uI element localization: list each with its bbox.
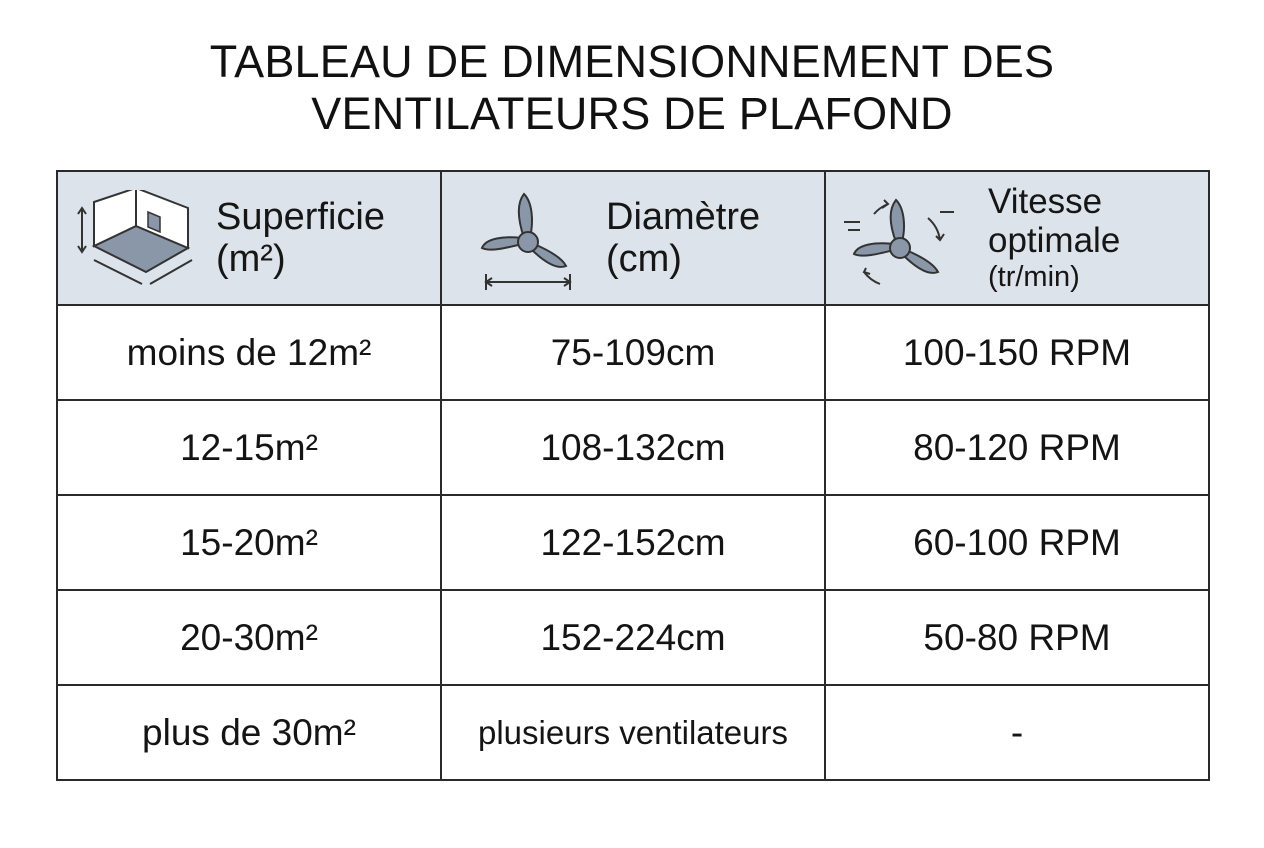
cell-speed: 80-120 RPM [825, 400, 1209, 495]
header-cell-speed [825, 171, 1209, 305]
table-row [57, 400, 1209, 495]
cell-speed: - [825, 685, 1209, 780]
sizing-table [56, 170, 1210, 781]
fan-rotation-icon [844, 192, 956, 292]
title-line-2: VENTILATEURS DE PLAFOND [311, 88, 953, 139]
header-speed-label-1: Vitesse [988, 182, 1103, 221]
table-row [57, 685, 1209, 780]
header-cell-area [57, 171, 441, 305]
room-area-icon [76, 190, 196, 290]
cell-area: 20-30m² [57, 590, 441, 685]
table-row [57, 495, 1209, 590]
page-title [0, 36, 1264, 140]
cell-diameter: 108-132cm [441, 400, 825, 495]
header-diameter-label: Diamètre [606, 196, 761, 238]
cell-area: 12-15m² [57, 400, 441, 495]
title-line-1: TABLEAU DE DIMENSIONNEMENT DES [209, 36, 1055, 87]
cell-speed: 60-100 RPM [825, 495, 1209, 590]
table-row [57, 590, 1209, 685]
cell-area: 15-20m² [57, 495, 441, 590]
cell-diameter: 122-152cm [441, 495, 825, 590]
header-area-unit: (m²) [216, 238, 286, 280]
header-speed-unit: (tr/min) [988, 261, 1080, 293]
table-row [57, 305, 1209, 400]
cell-speed: 50-80 RPM [825, 590, 1209, 685]
cell-area: plus de 30m² [57, 685, 441, 780]
cell-diameter: 152-224cm [441, 590, 825, 685]
cell-diameter: 75-109cm [441, 305, 825, 400]
table-header-row [57, 171, 1209, 305]
header-speed-label-2: optimale [988, 221, 1121, 260]
cell-diameter: plusieurs ventilateurs [441, 685, 825, 780]
header-cell-diameter [441, 171, 825, 305]
cell-speed: 100-150 RPM [825, 305, 1209, 400]
fan-diameter-icon [478, 190, 578, 294]
header-diameter-unit: (cm) [606, 238, 682, 280]
cell-area: moins de 12m² [57, 305, 441, 400]
header-area-label: Superficie [216, 196, 385, 238]
